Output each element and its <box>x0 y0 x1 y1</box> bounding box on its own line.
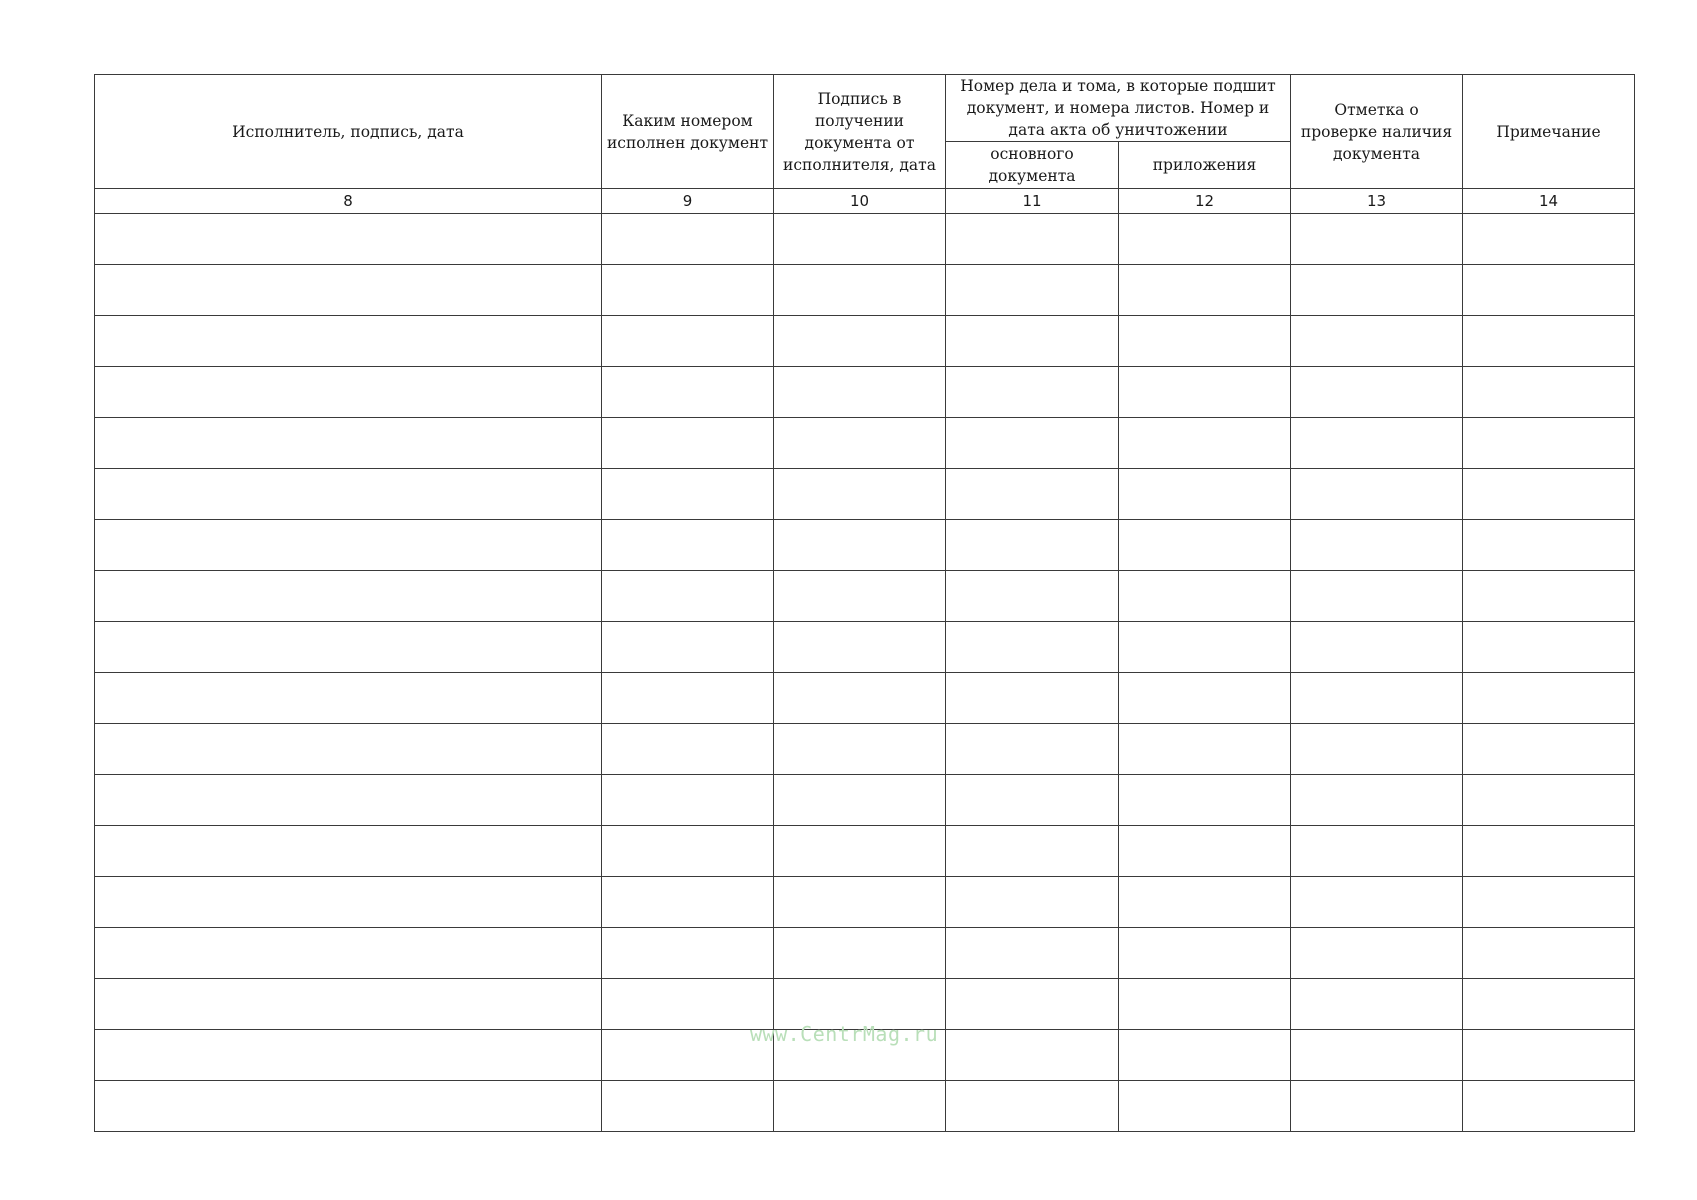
table-cell[interactable] <box>1291 469 1463 520</box>
table-cell[interactable] <box>1119 571 1291 622</box>
table-cell[interactable] <box>774 571 946 622</box>
table-cell[interactable] <box>946 673 1119 724</box>
table-cell[interactable] <box>1291 571 1463 622</box>
register-sheet <box>94 74 1634 1132</box>
table-cell[interactable] <box>774 775 946 826</box>
table-cell[interactable] <box>1291 316 1463 367</box>
table-cell[interactable] <box>95 673 602 724</box>
document-register-table <box>94 74 1635 1132</box>
table-cell[interactable] <box>95 775 602 826</box>
table-cell[interactable] <box>946 775 1119 826</box>
table-cell[interactable] <box>1119 214 1291 265</box>
table-cell[interactable] <box>602 520 774 571</box>
column-number: 12 <box>1119 189 1291 214</box>
table-cell[interactable] <box>774 928 946 979</box>
table-cell[interactable] <box>1291 673 1463 724</box>
table-cell[interactable] <box>1119 673 1291 724</box>
table-cell[interactable] <box>946 367 1119 418</box>
header-row <box>95 75 1635 142</box>
table-cell[interactable] <box>1291 622 1463 673</box>
table-cell[interactable] <box>1291 367 1463 418</box>
table-cell[interactable] <box>1119 316 1291 367</box>
table-row <box>95 469 1635 520</box>
table-cell[interactable] <box>602 265 774 316</box>
table-cell[interactable] <box>95 520 602 571</box>
table-cell[interactable] <box>1119 775 1291 826</box>
header-file-volume-group: Номер дела и тома, в которые подшит документ, и номера листов. Номер и дата акта об уничтожении <box>946 75 1291 142</box>
table-cell[interactable] <box>1119 826 1291 877</box>
table-cell[interactable] <box>602 826 774 877</box>
table-cell[interactable] <box>1291 418 1463 469</box>
header-main-document: основного документа <box>946 142 1119 189</box>
register-body <box>95 214 1635 1132</box>
table-cell[interactable] <box>946 418 1119 469</box>
table-cell[interactable] <box>602 367 774 418</box>
table-cell[interactable] <box>95 724 602 775</box>
table-cell[interactable] <box>946 469 1119 520</box>
table-cell[interactable] <box>774 469 946 520</box>
table-cell[interactable] <box>1291 1030 1463 1081</box>
table-cell[interactable] <box>602 316 774 367</box>
table-cell[interactable] <box>1291 775 1463 826</box>
column-number: 10 <box>774 189 946 214</box>
table-cell[interactable] <box>946 571 1119 622</box>
table-cell[interactable] <box>95 928 602 979</box>
table-row <box>95 724 1635 775</box>
table-cell[interactable] <box>1463 367 1635 418</box>
table-row <box>95 265 1635 316</box>
table-cell[interactable] <box>1291 877 1463 928</box>
column-number: 11 <box>946 189 1119 214</box>
table-row <box>95 316 1635 367</box>
table-cell[interactable] <box>774 622 946 673</box>
table-cell[interactable] <box>602 469 774 520</box>
table-cell[interactable] <box>95 367 602 418</box>
table-cell[interactable] <box>774 877 946 928</box>
header-executor: Исполнитель, подпись, дата <box>95 75 602 189</box>
table-cell[interactable] <box>1463 928 1635 979</box>
table-cell[interactable] <box>946 928 1119 979</box>
column-number-row <box>95 189 1635 214</box>
table-cell[interactable] <box>95 571 602 622</box>
table-row <box>95 367 1635 418</box>
table-cell[interactable] <box>774 418 946 469</box>
table-cell[interactable] <box>1119 418 1291 469</box>
table-cell[interactable] <box>95 826 602 877</box>
table-cell[interactable] <box>1291 520 1463 571</box>
table-row <box>95 520 1635 571</box>
table-cell[interactable] <box>946 877 1119 928</box>
table-cell[interactable] <box>1463 1081 1635 1132</box>
table-cell[interactable] <box>95 316 602 367</box>
table-cell[interactable] <box>946 1030 1119 1081</box>
table-cell[interactable] <box>774 214 946 265</box>
table-cell[interactable] <box>1463 724 1635 775</box>
table-cell[interactable] <box>1291 1081 1463 1132</box>
table-cell[interactable] <box>1463 214 1635 265</box>
table-cell[interactable] <box>1119 1081 1291 1132</box>
table-cell[interactable] <box>946 826 1119 877</box>
table-cell[interactable] <box>95 1081 602 1132</box>
table-row <box>95 826 1635 877</box>
table-cell[interactable] <box>1463 418 1635 469</box>
table-cell[interactable] <box>95 214 602 265</box>
table-cell[interactable] <box>1463 979 1635 1030</box>
table-cell[interactable] <box>1463 469 1635 520</box>
table-cell[interactable] <box>946 520 1119 571</box>
table-cell[interactable] <box>774 316 946 367</box>
column-number: 8 <box>95 189 602 214</box>
table-row <box>95 1081 1635 1132</box>
table-row <box>95 673 1635 724</box>
header-signature-received: Подпись в получении документа от исполнителя, дата <box>774 75 946 189</box>
table-cell[interactable] <box>946 316 1119 367</box>
header-availability-check: Отметка о проверке наличия документа <box>1291 75 1463 189</box>
table-cell[interactable] <box>1463 265 1635 316</box>
table-cell[interactable] <box>774 826 946 877</box>
column-number: 14 <box>1463 189 1635 214</box>
table-cell[interactable] <box>774 724 946 775</box>
table-cell[interactable] <box>774 520 946 571</box>
table-cell[interactable] <box>1119 928 1291 979</box>
table-cell[interactable] <box>1291 265 1463 316</box>
table-cell[interactable] <box>946 622 1119 673</box>
table-cell[interactable] <box>602 1030 774 1081</box>
table-cell[interactable] <box>602 673 774 724</box>
table-cell[interactable] <box>774 673 946 724</box>
table-cell[interactable] <box>1291 214 1463 265</box>
table-row <box>95 775 1635 826</box>
table-cell[interactable] <box>602 418 774 469</box>
table-cell[interactable] <box>95 418 602 469</box>
table-cell[interactable] <box>602 1081 774 1132</box>
table-cell[interactable] <box>1463 622 1635 673</box>
table-cell[interactable] <box>602 214 774 265</box>
table-cell[interactable] <box>1463 1030 1635 1081</box>
table-cell[interactable] <box>1119 979 1291 1030</box>
table-cell[interactable] <box>1291 928 1463 979</box>
table-cell[interactable] <box>946 724 1119 775</box>
header-executed-number: Каким номером исполнен документ <box>602 75 774 189</box>
header-appendix: приложения <box>1119 142 1291 189</box>
table-cell[interactable] <box>602 775 774 826</box>
table-cell[interactable] <box>1119 469 1291 520</box>
table-cell[interactable] <box>1463 520 1635 571</box>
table-cell[interactable] <box>774 1081 946 1132</box>
table-cell[interactable] <box>602 622 774 673</box>
table-cell[interactable] <box>946 1081 1119 1132</box>
table-cell[interactable] <box>1119 877 1291 928</box>
table-cell[interactable] <box>95 1030 602 1081</box>
table-cell[interactable] <box>946 265 1119 316</box>
watermark: www.CentrMag.ru <box>750 1022 939 1046</box>
table-cell[interactable] <box>1463 316 1635 367</box>
table-cell[interactable] <box>774 367 946 418</box>
table-cell[interactable] <box>1463 826 1635 877</box>
header-note: Примечание <box>1463 75 1635 189</box>
table-cell[interactable] <box>1119 367 1291 418</box>
table-cell[interactable] <box>1291 724 1463 775</box>
table-cell[interactable] <box>774 265 946 316</box>
table-cell[interactable] <box>95 622 602 673</box>
table-cell[interactable] <box>95 265 602 316</box>
table-cell[interactable] <box>602 928 774 979</box>
table-row <box>95 622 1635 673</box>
table-cell[interactable] <box>946 979 1119 1030</box>
table-row <box>95 877 1635 928</box>
table-row <box>95 571 1635 622</box>
table-cell[interactable] <box>95 877 602 928</box>
table-row <box>95 418 1635 469</box>
table-cell[interactable] <box>602 724 774 775</box>
table-cell[interactable] <box>1119 265 1291 316</box>
table-cell[interactable] <box>602 979 774 1030</box>
table-cell[interactable] <box>1291 979 1463 1030</box>
column-number: 9 <box>602 189 774 214</box>
table-cell[interactable] <box>602 571 774 622</box>
table-row <box>95 928 1635 979</box>
table-cell[interactable] <box>95 979 602 1030</box>
table-cell[interactable] <box>602 877 774 928</box>
table-cell[interactable] <box>1119 622 1291 673</box>
table-cell[interactable] <box>1119 1030 1291 1081</box>
table-cell[interactable] <box>1463 673 1635 724</box>
table-cell[interactable] <box>1463 571 1635 622</box>
table-row <box>95 214 1635 265</box>
table-cell[interactable] <box>95 469 602 520</box>
table-cell[interactable] <box>1291 826 1463 877</box>
column-number: 13 <box>1291 189 1463 214</box>
table-cell[interactable] <box>1119 520 1291 571</box>
table-cell[interactable] <box>1463 877 1635 928</box>
table-cell[interactable] <box>946 214 1119 265</box>
table-cell[interactable] <box>1119 724 1291 775</box>
table-cell[interactable] <box>1463 775 1635 826</box>
